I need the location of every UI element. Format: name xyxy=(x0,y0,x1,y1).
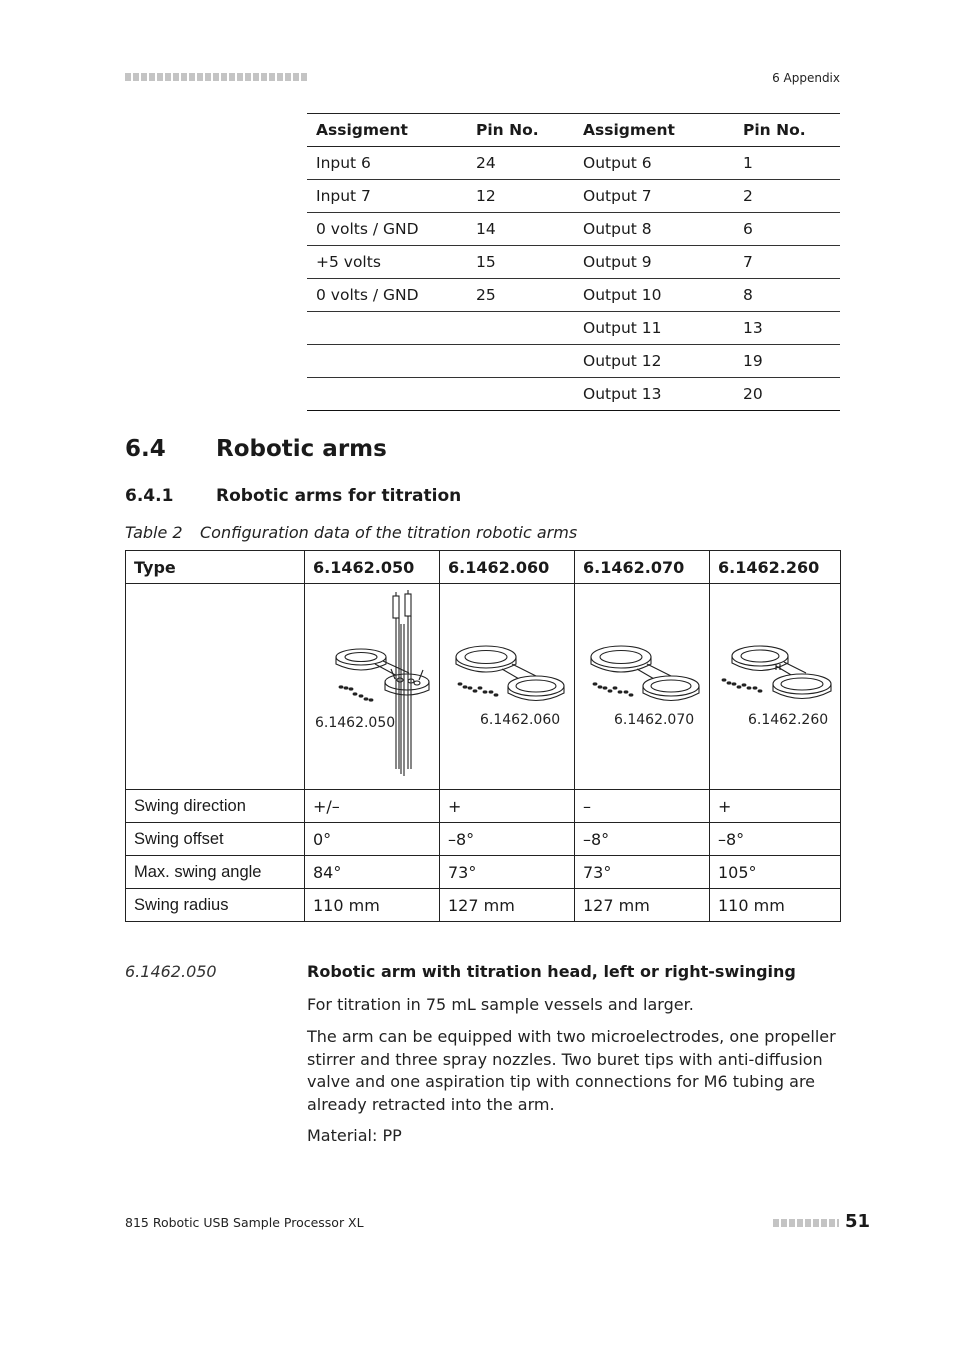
table-cell xyxy=(467,378,574,411)
table-cell: Output 8 xyxy=(574,213,734,246)
table-row xyxy=(307,378,840,411)
table-row xyxy=(126,790,841,823)
table-cell: 110 mm xyxy=(305,889,440,922)
table-cell: Output 7 xyxy=(574,180,734,213)
table-cell: –8° xyxy=(440,823,575,856)
table-cell: Output 11 xyxy=(574,312,734,345)
footer-title: 815 Robotic USB Sample Processor XL xyxy=(125,1215,364,1230)
table-cell xyxy=(126,584,305,790)
pin-assignment-table xyxy=(307,113,840,411)
row-label: Swing direction xyxy=(126,790,305,823)
table-cell: 73° xyxy=(440,856,575,889)
table-cell xyxy=(307,378,467,411)
table-cell: 105° xyxy=(710,856,841,889)
image-label: 6.1462.070 xyxy=(614,712,695,728)
product-title: Robotic arm with titration head, left or right-swinging xyxy=(307,962,796,981)
table-cell: –8° xyxy=(575,823,710,856)
titration-head-arm-illustration xyxy=(305,584,439,789)
robotic-arm-260-illustration xyxy=(710,584,844,789)
table-cell: 20 xyxy=(734,378,840,411)
section-heading xyxy=(125,436,387,462)
column-header: 6.1462.070 xyxy=(575,551,710,584)
table-cell xyxy=(305,584,440,790)
image-label: 6.1462.260 xyxy=(748,712,829,728)
table-cell xyxy=(307,312,467,345)
column-header: Assigment xyxy=(307,114,467,147)
config-table xyxy=(125,550,841,922)
table-row xyxy=(307,246,840,279)
column-header: Type xyxy=(126,551,305,584)
table-cell xyxy=(710,584,841,790)
table-cell: + xyxy=(440,790,575,823)
table-cell xyxy=(467,312,574,345)
table-cell: 84° xyxy=(305,856,440,889)
row-label: Swing offset xyxy=(126,823,305,856)
table-row xyxy=(307,213,840,246)
table-cell: 14 xyxy=(467,213,574,246)
column-header: 6.1462.260 xyxy=(710,551,841,584)
table-cell: 8 xyxy=(734,279,840,312)
table-cell: 0° xyxy=(305,823,440,856)
table-row xyxy=(126,823,841,856)
header-section: 6 Appendix xyxy=(772,71,840,85)
table-cell: + xyxy=(710,790,841,823)
table-cell: – xyxy=(575,790,710,823)
table-cell: Output 12 xyxy=(574,345,734,378)
table-cell: 25 xyxy=(467,279,574,312)
caption-text: Configuration data of the titration robotic arms xyxy=(200,523,578,542)
section-number: 6.4 xyxy=(125,436,166,462)
paragraph: For titration in 75 mL sample vessels and larger. xyxy=(307,995,694,1014)
table-row xyxy=(126,856,841,889)
table-cell: 127 mm xyxy=(440,889,575,922)
table-row xyxy=(307,147,840,180)
table-header-row xyxy=(307,114,840,147)
image-label: 6.1462.050 xyxy=(315,715,396,731)
header-decoration xyxy=(125,73,307,81)
column-header: Assigment xyxy=(574,114,734,147)
table-cell: 7 xyxy=(734,246,840,279)
table-cell xyxy=(307,345,467,378)
table-cell: 19 xyxy=(734,345,840,378)
table-cell: 73° xyxy=(575,856,710,889)
footer-decoration xyxy=(773,1219,839,1227)
table-row xyxy=(307,180,840,213)
table-cell: +5 volts xyxy=(307,246,467,279)
table-cell: 6 xyxy=(734,213,840,246)
table-cell: 24 xyxy=(467,147,574,180)
table-cell xyxy=(467,345,574,378)
column-header: 6.1462.050 xyxy=(305,551,440,584)
table-cell: 0 volts / GND xyxy=(307,279,467,312)
table-row xyxy=(126,889,841,922)
image-label: 6.1462.060 xyxy=(480,712,561,728)
table-caption xyxy=(125,523,577,542)
paragraph: Material: PP xyxy=(307,1126,402,1145)
robotic-arm-060-illustration xyxy=(440,584,574,789)
row-label: Max. swing angle xyxy=(126,856,305,889)
product-id: 6.1462.050 xyxy=(125,962,217,981)
subsection-title: Robotic arms for titration xyxy=(216,486,462,506)
table-cell: 12 xyxy=(467,180,574,213)
row-label: Swing radius xyxy=(126,889,305,922)
page-number: 51 xyxy=(845,1211,871,1232)
table-row xyxy=(307,312,840,345)
table-row xyxy=(307,279,840,312)
subsection-heading xyxy=(125,486,461,506)
subsection-number: 6.4.1 xyxy=(125,486,174,506)
table-cell xyxy=(440,584,575,790)
table-cell: Output 6 xyxy=(574,147,734,180)
robotic-arm-070-illustration xyxy=(575,584,709,789)
table-cell xyxy=(575,584,710,790)
table-cell: –8° xyxy=(710,823,841,856)
table-cell: 15 xyxy=(467,246,574,279)
column-header: Pin No. xyxy=(467,114,574,147)
table-cell: 2 xyxy=(734,180,840,213)
column-header: 6.1462.060 xyxy=(440,551,575,584)
table-cell: Input 7 xyxy=(307,180,467,213)
table-cell: 127 mm xyxy=(575,889,710,922)
table-cell: Output 13 xyxy=(574,378,734,411)
image-row xyxy=(126,584,841,790)
table-cell: 1 xyxy=(734,147,840,180)
table-cell: 0 volts / GND xyxy=(307,213,467,246)
column-header: Pin No. xyxy=(734,114,840,147)
table-cell: 13 xyxy=(734,312,840,345)
table-cell: Output 10 xyxy=(574,279,734,312)
table-cell: Input 6 xyxy=(307,147,467,180)
table-cell: 110 mm xyxy=(710,889,841,922)
paragraph: The arm can be equipped with two microelectrodes, one propeller stirrer and three spray nozzles. Two buret tips with anti-diffusion valve and one aspiration tip with connections for M6 tubing are already retracted into the arm. xyxy=(307,1027,836,1114)
table-header-row xyxy=(126,551,841,584)
table-row xyxy=(307,345,840,378)
table-cell: +/– xyxy=(305,790,440,823)
table-cell: Output 9 xyxy=(574,246,734,279)
caption-label: Table 2 xyxy=(125,523,183,542)
section-title: Robotic arms xyxy=(216,436,387,462)
